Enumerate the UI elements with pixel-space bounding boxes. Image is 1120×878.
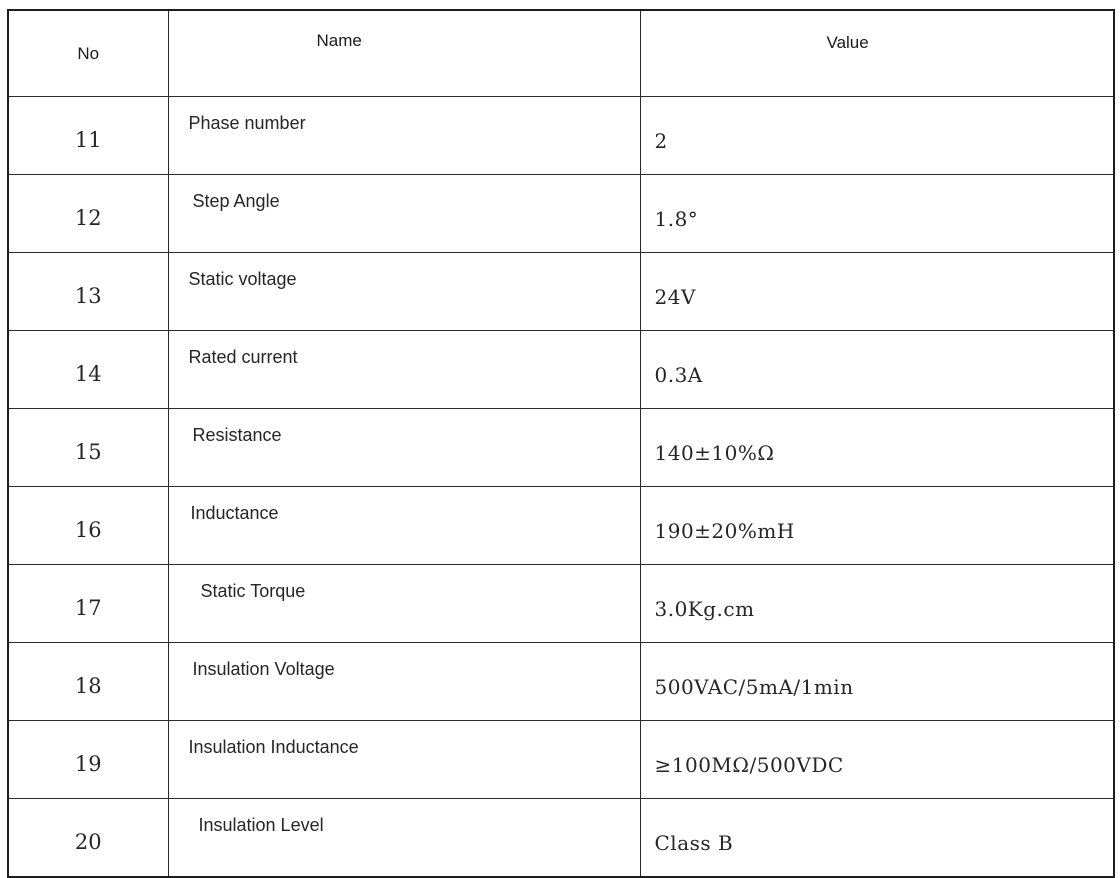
row-name: Phase number <box>168 97 640 175</box>
row-name: Static voltage <box>168 253 640 331</box>
row-value: 140±10%Ω <box>640 409 1114 487</box>
row-number: 14 <box>8 331 168 409</box>
row-value: 24V <box>640 253 1114 331</box>
header-name: Name <box>168 10 640 97</box>
row-number: 19 <box>8 721 168 799</box>
table-row <box>8 409 1114 487</box>
row-value: 0.3A <box>640 331 1114 409</box>
row-number: 15 <box>8 409 168 487</box>
row-value: 3.0Kg.cm <box>640 565 1114 643</box>
table-row <box>8 799 1114 878</box>
row-value: ≥100MΩ/500VDC <box>640 721 1114 799</box>
table-row <box>8 253 1114 331</box>
specification-table <box>7 9 1115 878</box>
row-name: Insulation Level <box>168 799 640 878</box>
table-row <box>8 331 1114 409</box>
row-name: Inductance <box>168 487 640 565</box>
table-row <box>8 97 1114 175</box>
row-name: Insulation Voltage <box>168 643 640 721</box>
table-row <box>8 721 1114 799</box>
row-name: Insulation Inductance <box>168 721 640 799</box>
row-value: Class B <box>640 799 1114 878</box>
table-row <box>8 175 1114 253</box>
table-header-row <box>8 10 1114 97</box>
row-value: 1.8° <box>640 175 1114 253</box>
row-number: 16 <box>8 487 168 565</box>
header-value: Value <box>640 10 1114 97</box>
row-value: 190±20%mH <box>640 487 1114 565</box>
row-name: Static Torque <box>168 565 640 643</box>
row-name: Resistance <box>168 409 640 487</box>
row-number: 18 <box>8 643 168 721</box>
row-value: 2 <box>640 97 1114 175</box>
header-no: No <box>8 10 168 97</box>
row-number: 11 <box>8 97 168 175</box>
row-number: 17 <box>8 565 168 643</box>
row-name: Step Angle <box>168 175 640 253</box>
row-name: Rated current <box>168 331 640 409</box>
row-number: 13 <box>8 253 168 331</box>
row-number: 12 <box>8 175 168 253</box>
table-row <box>8 565 1114 643</box>
row-number: 20 <box>8 799 168 878</box>
table-row <box>8 487 1114 565</box>
row-value: 500VAC/5mA/1min <box>640 643 1114 721</box>
table-row <box>8 643 1114 721</box>
